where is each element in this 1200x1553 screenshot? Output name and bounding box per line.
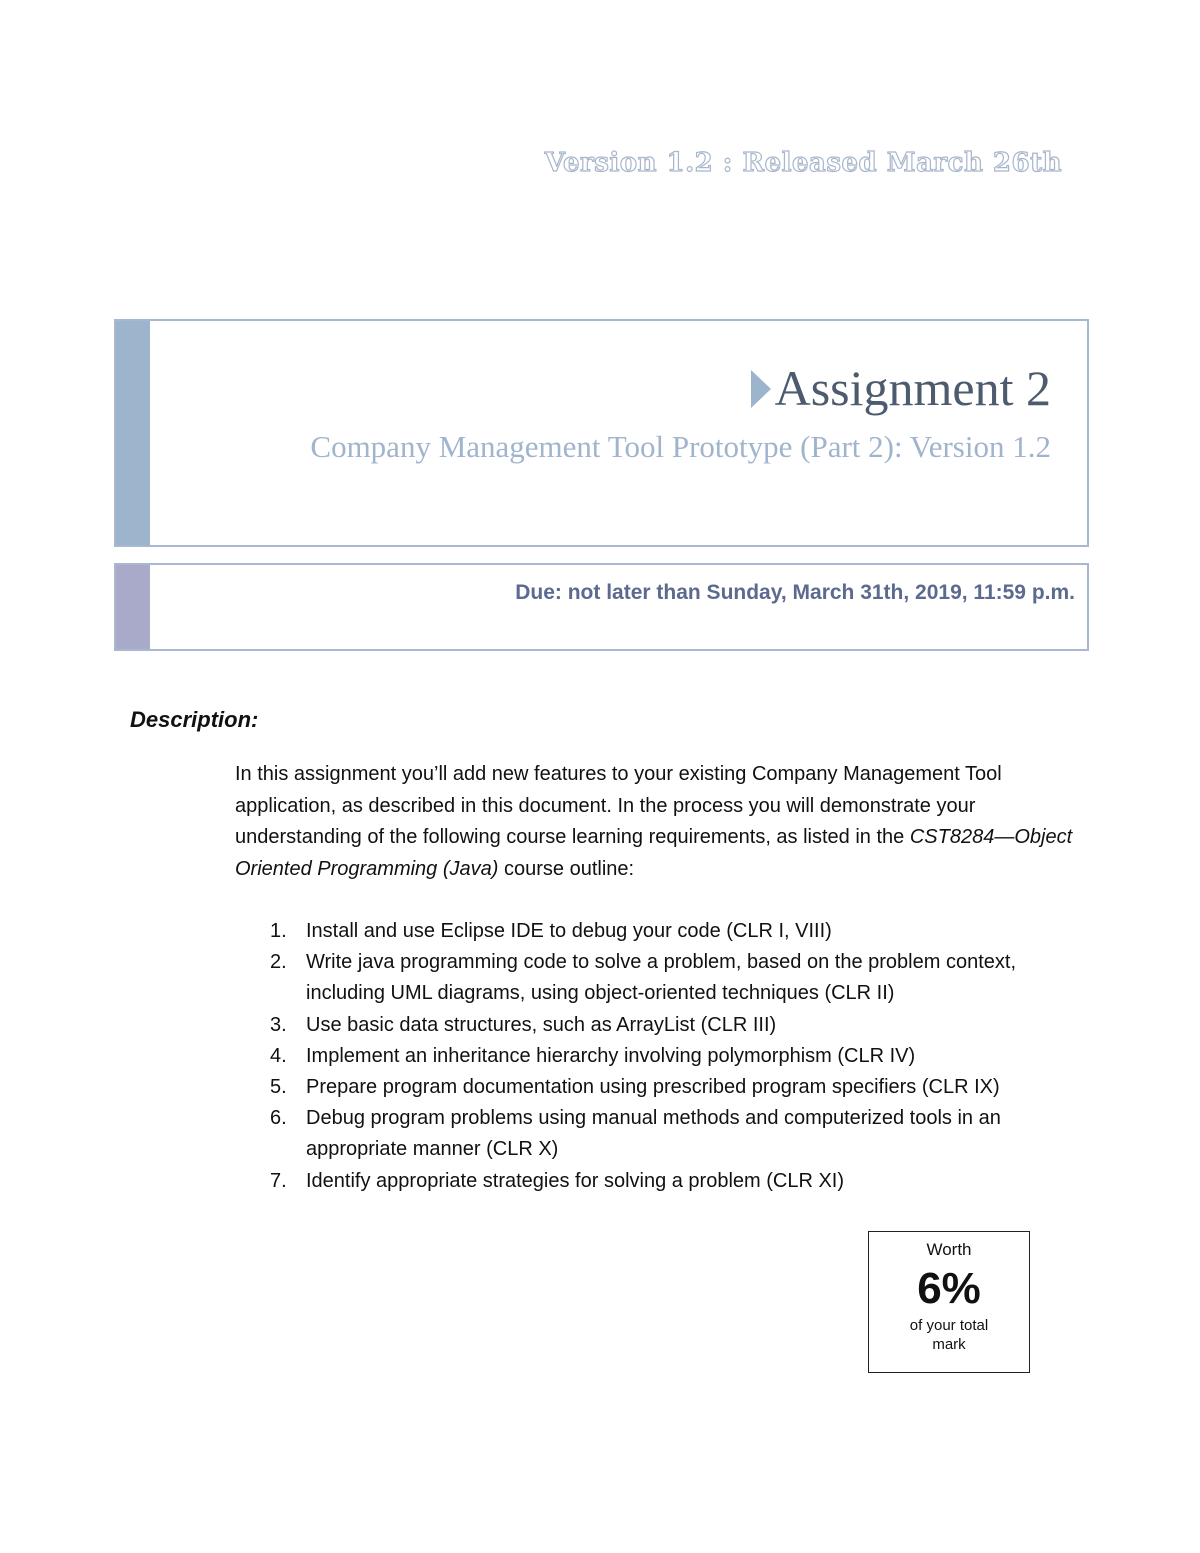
list-item-number: 7.: [270, 1169, 287, 1192]
list-item-number: 2.: [270, 951, 287, 974]
list-item: [270, 1072, 1070, 1103]
list-item-text: Write java programming code to solve a problem, based on the problem context, including UML diagrams, using object-oriented techniques (CLR II): [306, 951, 1016, 1005]
list-item-number: 6.: [270, 1107, 287, 1130]
list-item-text: Identify appropriate strategies for solving a problem (CLR XI): [306, 1169, 845, 1192]
due-date-box: [114, 563, 1089, 651]
description-heading: Description:: [130, 707, 259, 732]
title-accent-bar: [116, 321, 150, 545]
list-item-number: 4.: [270, 1044, 287, 1067]
page-title-text: Assignment 2: [774, 360, 1051, 416]
list-item-number: 5.: [270, 1076, 287, 1099]
due-accent-bar: [116, 565, 150, 649]
list-item: [270, 916, 1070, 947]
worth-box: [868, 1231, 1030, 1373]
worth-subtext: of your total mark: [909, 1317, 989, 1353]
list-item: [270, 1103, 1070, 1165]
list-item-number: 1.: [270, 920, 287, 942]
list-item-text: Install and use Eclipse IDE to debug your code (CLR I, VIII): [306, 920, 832, 942]
list-item-text: Use basic data structures, such as ArrayList (CLR III): [306, 1013, 777, 1036]
list-item-text: Implement an inheritance hierarchy involving polymorphism (CLR IV): [306, 1044, 916, 1067]
course-name: CST8284—Object Oriented Programming (Java): [235, 826, 1073, 880]
triangle-right-icon: [751, 370, 771, 408]
intro-text-before: In this assignment you’ll add new features to your existing Company Management Tool application, as described in this document. In the process you will demonstrate your understanding of the following course learning requirements, as listed in the: [235, 763, 1002, 848]
due-date-text: Due: not later than Sunday, March 31th, 2019, 11:59 p.m.: [515, 581, 1075, 604]
list-item: [270, 1010, 1070, 1041]
version-line: Version 1.2 : Released March 26th: [544, 148, 1062, 178]
list-item: [270, 1166, 1070, 1197]
page-title: [751, 359, 1051, 417]
list-item-text: Prepare program documentation using prescribed program specifiers (CLR IX): [306, 1076, 1000, 1099]
intro-text-after: course outline:: [498, 857, 635, 880]
page-subtitle: Company Management Tool Prototype (Part 2): Version 1.2: [310, 429, 1051, 464]
learning-requirements-list: [270, 916, 1070, 1197]
title-box: [114, 319, 1089, 547]
worth-label: Worth: [926, 1240, 972, 1259]
description-intro: [235, 759, 1085, 885]
list-item-text: Debug program problems using manual methods and computerized tools in an appropriate manner (CLR X): [306, 1107, 1001, 1161]
list-item-number: 3.: [270, 1013, 287, 1036]
list-item: [270, 1041, 1070, 1072]
list-item: [270, 947, 1070, 1009]
worth-value: 6%: [917, 1264, 981, 1313]
